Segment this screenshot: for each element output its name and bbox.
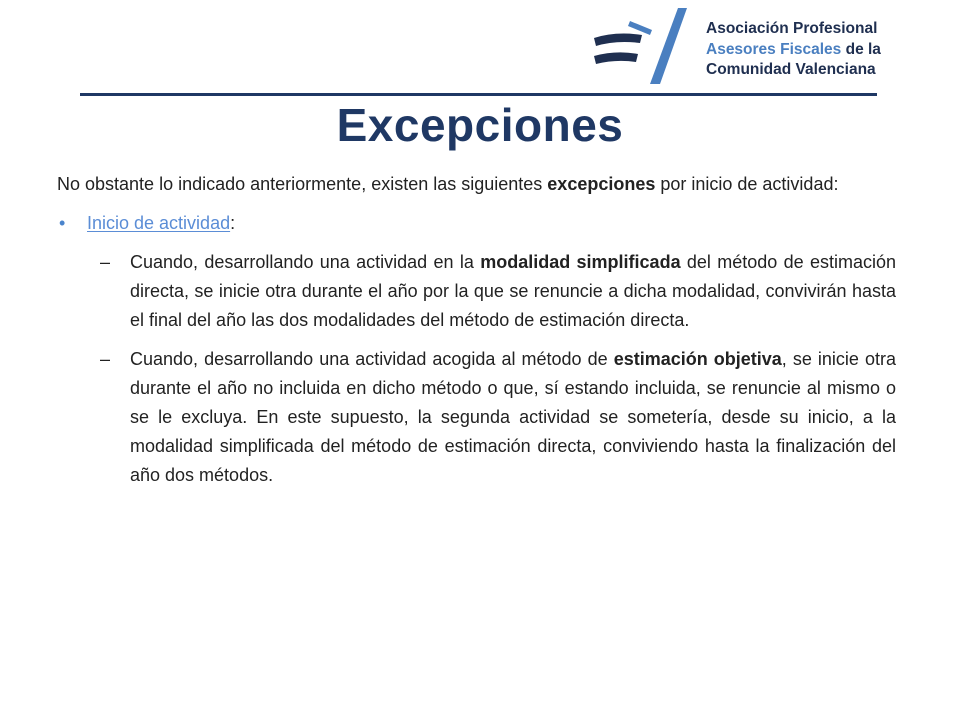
logo-line-3: Comunidad Valenciana <box>706 61 876 78</box>
apafcv-logo-icon <box>590 8 702 88</box>
sub-item-2 <box>57 345 896 490</box>
dash-icon: – <box>100 349 111 369</box>
logo <box>590 8 910 88</box>
logo-line-2-highlight: Asesores Fiscales <box>706 40 842 58</box>
bullet-label: Inicio de actividad <box>87 213 231 233</box>
sub-item-1-text-1: Cuando, desarrollando una actividad en la <box>130 252 481 272</box>
sub-item-1-bold: modalidad simplificada <box>480 252 681 272</box>
slide-body <box>57 170 896 490</box>
logo-line-1: Asociación Profesional <box>706 20 878 37</box>
intro-paragraph <box>57 170 896 199</box>
bullet-item <box>57 209 896 238</box>
sub-item-1-text-2: del método de estimación directa, se inicie otra durante el año por la que se renuncie a dicha modalidad, convivirán hasta el final del año las dos modalidades del método de estimación directa. <box>130 252 896 330</box>
sub-item-2-text-1: Cuando, desarrollando una actividad acogida al método de <box>130 349 614 369</box>
page-title: Excepciones <box>336 99 624 151</box>
title-divider <box>80 93 877 96</box>
logo-text <box>706 19 881 81</box>
sub-item-2-bold: estimación objetiva <box>613 349 782 369</box>
intro-bold: excepciones <box>547 174 656 194</box>
bullet-suffix: : <box>230 213 236 233</box>
sub-item-1 <box>57 248 896 335</box>
intro-text-2: por inicio de actividad: <box>655 174 839 194</box>
dash-icon: – <box>100 252 111 272</box>
bullet-dot-icon: • <box>59 213 66 233</box>
logo-line-2 <box>706 40 881 61</box>
intro-text-1: No obstante lo indicado anteriormente, existen las siguientes <box>57 174 548 194</box>
sub-item-2-text-2: , se inicie otra durante el año no incluida en dicho método o que, sí estando incluida, se renuncie al mismo o se le excluya. En este supuesto, la segunda actividad se sometería, desde su inicio, a la modalidad simplificada del método de estimación directa, conviviendo hasta la finalización del año dos métodos. <box>130 349 896 485</box>
logo-line-2-rest: de la <box>841 40 881 58</box>
